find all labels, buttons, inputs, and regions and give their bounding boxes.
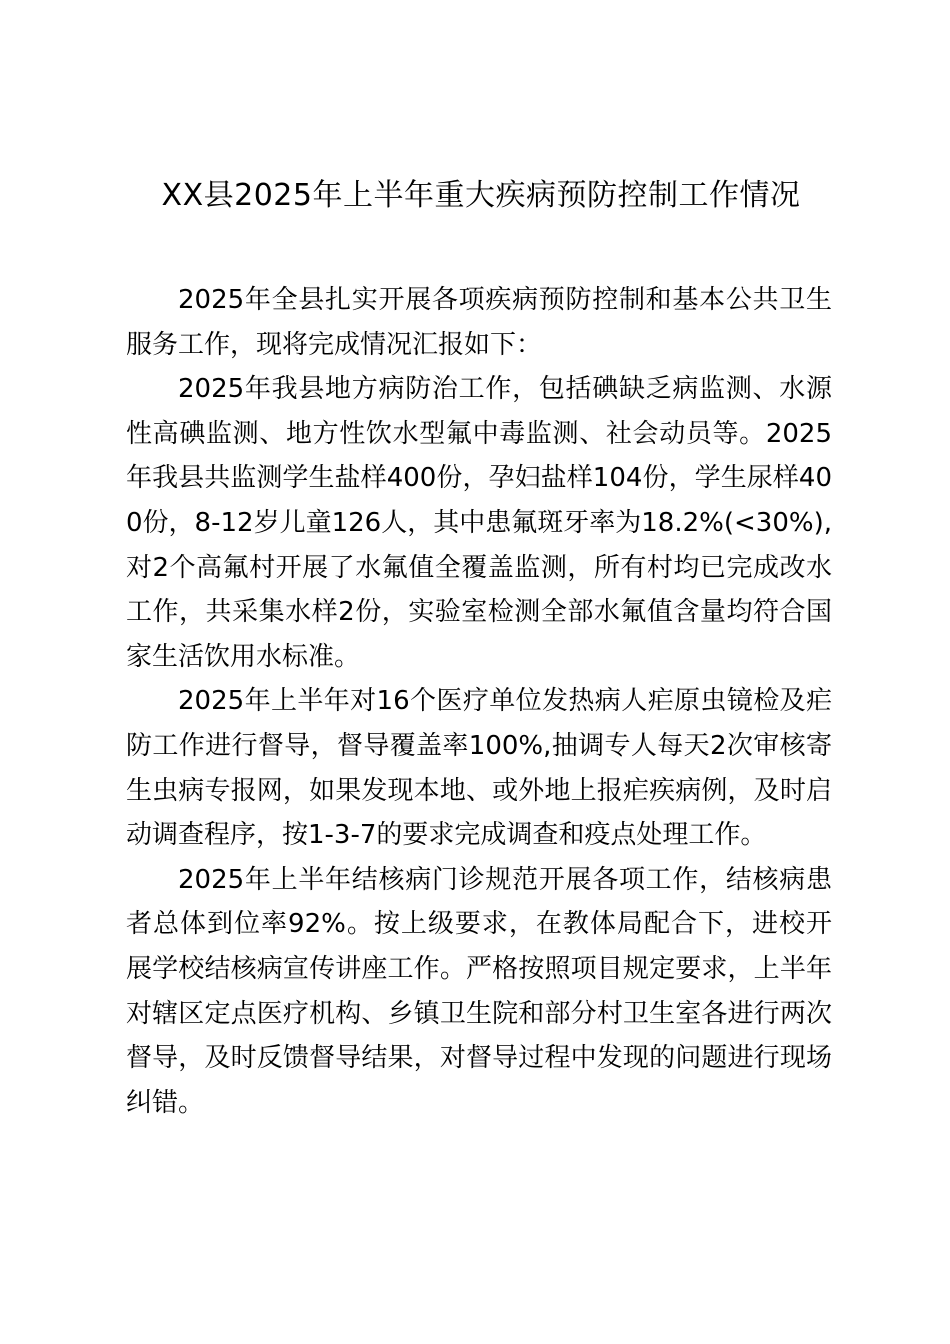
paragraph-endemic-disease: 2025年我县地方病防治工作，包括碘缺乏病监测、水源性高碘监测、地方性饮水型氟中毒监测、社会动员等。2025年我县共监测学生盐样400份，孕妇盐样104份，学生尿样400份，8-12岁儿童126人，其中患氟斑牙率为18.2%(<30%),对2个高氟村开展了水氟值全覆盖监测，所有村均已完成改水工作，共采集水样2份，实验室检测全部水氟值含量均符合国家生活饮用水标准。 (126, 374, 832, 672)
paragraph-malaria: 2025年上半年对16个医疗单位发热病人疟原虫镜检及疟防工作进行督导，督导覆盖率100%,抽调专人每天2次审核寄生虫病专报网，如果发现本地、或外地上报疟疾病例，及时启动调查程序，按1-3-7的要求完成调查和疫点处理工作。 (126, 686, 832, 851)
document-body (126, 278, 832, 1125)
paragraph-tuberculosis: 2025年上半年结核病门诊规范开展各项工作，结核病患者总体到位率92%。按上级要求，在教体局配合下，进校开展学校结核病宣传讲座工作。严格按照项目规定要求，上半年对辖区定点医疗机构、乡镇卫生院和部分村卫生室各进行两次督导，及时反馈督导结果，对督导过程中发现的问题进行现场纠错。 (126, 864, 832, 1118)
paragraph-intro: 2025年全县扎实开展各项疾病预防控制和基本公共卫生服务工作，现将完成情况汇报如下： (126, 285, 832, 360)
document-title: XX县2025年上半年重大疾病预防控制工作情况 (161, 178, 801, 213)
